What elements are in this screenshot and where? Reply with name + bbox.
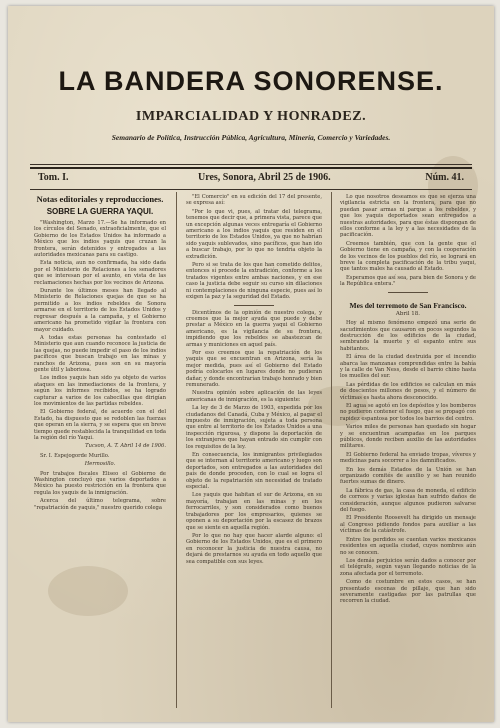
newspaper-page	[8, 6, 494, 722]
paragraph: Acerca del último telegrama, sobre "repatriación de yaquis," nuestro querido colega	[34, 498, 166, 511]
paragraph: Las pérdidas de los edificios se calculan en más de doscientos millones de pesos, y el número de víctimas es hasta ahora desconocido.	[340, 381, 476, 401]
column-divider	[176, 192, 177, 708]
paragraph: En los demás Estados de la Unión se han organizado comités de auxilio y se han reunido fuertes sumas de dinero.	[340, 466, 476, 486]
paragraph: Dicentímos de la opinión de nuestro colega, y creemos que la mejor ayuda que puede y debe prestar a México en la guerra yaqui el Gobierno americano, es la vigilancia de su frontera, impidiendo que los rebeldes se abastezcan de armas y municiones en aquel país.	[186, 309, 322, 348]
masthead-rule-thick	[30, 167, 472, 169]
column-3	[340, 194, 476, 607]
newspaper-title: LA BANDERA SONORENSE.	[58, 66, 444, 96]
paragraph: Los indios yaquis han sido ya objeto de varios ataques en las inmediaciones de la frontera, y según los informes recibidos, se ha logrado capturar a varios de los cabecillas que dirigían los movimientos de las partidas rebeldes.	[34, 375, 166, 407]
paragraph: Durante los últimos meses han llegado al Ministerio de Relaciones quejas de que se ha permitido a los indios rebeldes de Sonora armarse en el territorio de los Estados Unidos y regresar después a la campaña, y el Gobierno americano ha prometido vigilar la frontera con mayor cuidado.	[34, 288, 166, 333]
place-date: Ures, Sonora, Abril 25 de 1906.	[198, 172, 331, 183]
paragraph: El área de la ciudad destruida por el incendio abarca las manzanas comprendidas entre la bahía y la calle de Van Ness, desde el barrio chino hasta los muelles del sur.	[340, 354, 476, 380]
volume-label: Tom. I.	[38, 172, 69, 183]
paragraph: "El Comercio" en su edición del 17 del presente, se expresa así:	[186, 194, 322, 207]
paragraph: Creemos también, que con la gente que el Gobierno tiene en campaña, y con la cooperación de los vecinos de los pueblos del río, se logrará en breve la completa pacificación de la tribu yaqui, que tantos males ha causado al Estado.	[340, 240, 476, 273]
paragraph: El agua se agotó en los depósitos y los bomberos no pudieron contener el fuego, que se propagó con rapidez espantosa por todos los barrios del centro.	[340, 402, 476, 422]
paragraph: Hoy al mismo fenómeno empezó una serie de sacudimientos que causaron en pocos segundos la destrucción de los edificios de la ciudad, sembrando la muerte y el espanto entre sus habitantes.	[340, 320, 476, 352]
article-heading: SOBRE LA GUERRA YAQUI.	[46, 207, 154, 216]
paragraph: Los yaquis que habitan el sur de Arizona, en su mayoría, trabajan en las minas y en los ferrocarriles, y son considerados como buenos trabajadores por los empresarios, quienes se oponen a su deportación por la escasez de brazos que se siente en aquella región.	[186, 492, 322, 531]
paragraph: "Por lo que vi, pues, al tratar del telegrama, tenemos que decir que, a primera vista, parece que un excepción algunas veces entregaría el Gobierno americano a los indios yaquis que residen en el territorio de los Estados Unidos, ya que no habrían sido yaquis sublevados, sino pacíficos, que han ido a buscar trabajo, por lo que no tendría objeto la extradición.	[186, 208, 322, 260]
paragraph: En consecuencia, los inmigrantes privilegiados que se internan al territorio americano y luego son deportados, son entregados a las autoridades del país de donde proceden, con lo cual se logra el objeto de la repatriación sin necesidad de tratado especial.	[186, 452, 322, 491]
article-heading: Mes del terremoto de San Francisco.	[349, 300, 467, 310]
place-name: Hermosillo.	[84, 461, 116, 468]
divider	[388, 292, 428, 293]
paragraph: A todas estas personas ha contestado el Ministerio que aun cuando reconoce la justicia de las quejas, no puede impedir el paso de los indios pacíficos que buscan trabajo en las minas y ranchos de Arizona, pues son en su mayoría gente útil y laboriosa.	[34, 334, 166, 373]
paragraph: La ley de 3 de Marzo de 1903, expedida por los ciudadanos del Canadá, Cuba y México, al pagar el impuesto de inmigración, sujeta a toda persona que entre al territorio de los Estados Unidos a una inspección rigurosa, y dispone la deportación de los extranjeros que hayan entrado sin cumplir con los requisitos de la ley.	[186, 405, 322, 450]
article-date: Abril 18.	[395, 310, 421, 317]
column-2	[186, 194, 322, 567]
paragraph: Lo que nosotros deseamos es que se ejerza una vigilancia estricta en la frontera, para que no puedan pasar armas ni parque a los rebeldes, y que los yaquis deportados sean entregados a nuestras autoridades, para que éstas dispongan de ellos conforme a la ley y a las necesidades de la pacificación.	[340, 194, 476, 239]
paragraph: Nuestra opinión sobre aplicación de las leyes americanas de inmigración, es la siguiente:	[186, 390, 322, 403]
paragraph: Como de costumbre en estos casos, se han presentado escenas de pillaje, que han sido severamente castigadas por las patrullas que recorren la ciudad.	[340, 579, 476, 605]
dateline-rule	[30, 189, 472, 190]
newspaper-motto: IMPARCIALIDAD Y HONRADEZ.	[135, 109, 367, 124]
paragraph: El Presidente Roosevelt ha dirigido un mensaje al Congreso pidiendo fondos para auxiliar a las víctimas de la catástrofe.	[340, 515, 476, 535]
paragraph: Por trabajos fiscales Eliseo el Gobierno de Washington concluyó que varios deportados a México ha puesto restricción en la frontera que regula los yaquis de la inmigración.	[34, 470, 166, 496]
paragraph: Entre los perdidos se cuentan varios mexicanos residentes en aquella ciudad, cuyos nombres aún no se conocen.	[340, 536, 476, 556]
paragraph: La fábrica de gas, la casa de moneda, el edificio de correos y varias iglesias han sufrido daños de consideración, aunque algunos pudieron salvarse del fuego.	[340, 487, 476, 514]
paragraph: Pero si se trata de los que han cometido delitos, entonces sí procede la extradición, conforme a los tratados vigentes entre ambas naciones, y en ese caso la justicia debe seguir su curso sin dilaciones ni contemplaciones de ninguna especie, pues así lo exigen la paz y la seguridad del Estado.	[186, 262, 322, 301]
masthead-rule-top	[30, 164, 472, 165]
letter-signature: Tucson, A. T. Abril 14 de 1906.	[85, 443, 166, 450]
newspaper-subtitle: Semanario de Política, Instrucción Pública, Agricultura, Minería, Comercio y Variedades.	[111, 133, 391, 142]
paragraph: Por eso creemos que la repatriación de los yaquis que se encuentran en Arizona, sería la mejor medida, pues así el Gobierno del Estado podría colocarlos en lugares donde no pudieran dañar, y donde encontrarían trabajo honrado y bien remunerado.	[186, 349, 323, 388]
paragraph: Varios miles de personas han quedado sin hogar y se encuentran acampadas en los parques públicos, donde reciben auxilio de las autoridades militares.	[340, 424, 476, 450]
divider	[234, 305, 274, 306]
paragraph: El Gobierno federal ha enviado tropas, víveres y medicinas para socorrer a los damnificados.	[340, 451, 476, 465]
column-divider	[331, 192, 332, 708]
dateline	[38, 172, 464, 188]
paragraph: El Gobierno federal, de acuerdo con el del Estado, ha dispuesto que se redoblen las fuerzas que operan en la sierra, y se espera que en breve tiempo quede restablecida la tranquilidad en toda la región del río Yaqui.	[34, 409, 166, 441]
paragraph: Por lo que no hay que hacer alarde alguno: el Gobierno de los Estados Unidos, que es el primero en reconocer la justicia de nuestra causa, no dejará de prestarnos su ayuda en todo aquello que sea compatible con sus leyes.	[186, 532, 322, 565]
column-1	[34, 194, 166, 513]
paragraph: Los demás perjuicios serán dados a conocer por el telégrafo, según vayan llegando noticias de la zona afectada por el terremoto.	[340, 557, 476, 577]
addressee: Sr. I. Espejogorde Murillo.	[40, 452, 110, 459]
paragraph: Esperamos que así sea, para bien de Sonora y de la República entera."	[340, 274, 476, 288]
paragraph: "Washington, Marzo 17.—Se ha informado en los círculos del Senado, extraoficialmente, que el Gobierno de los Estados Unidos ha informado a México que los indios yaquis que cruzan la frontera, serán detenidos y entregados a las autoridades mexicanas para su castigo.	[34, 220, 166, 259]
paper-stain	[48, 566, 128, 616]
issue-number: Núm. 41.	[425, 172, 464, 183]
section-heading: Notas editoriales y reproducciones.	[36, 194, 164, 204]
paragraph: Esta noticia, aun no confirmada, ha sido dada por el Ministerio de Relaciones a los senadores que se interesan por el asunto, en vista de las reclamaciones hechas por los vecinos de Arizona.	[34, 260, 166, 286]
